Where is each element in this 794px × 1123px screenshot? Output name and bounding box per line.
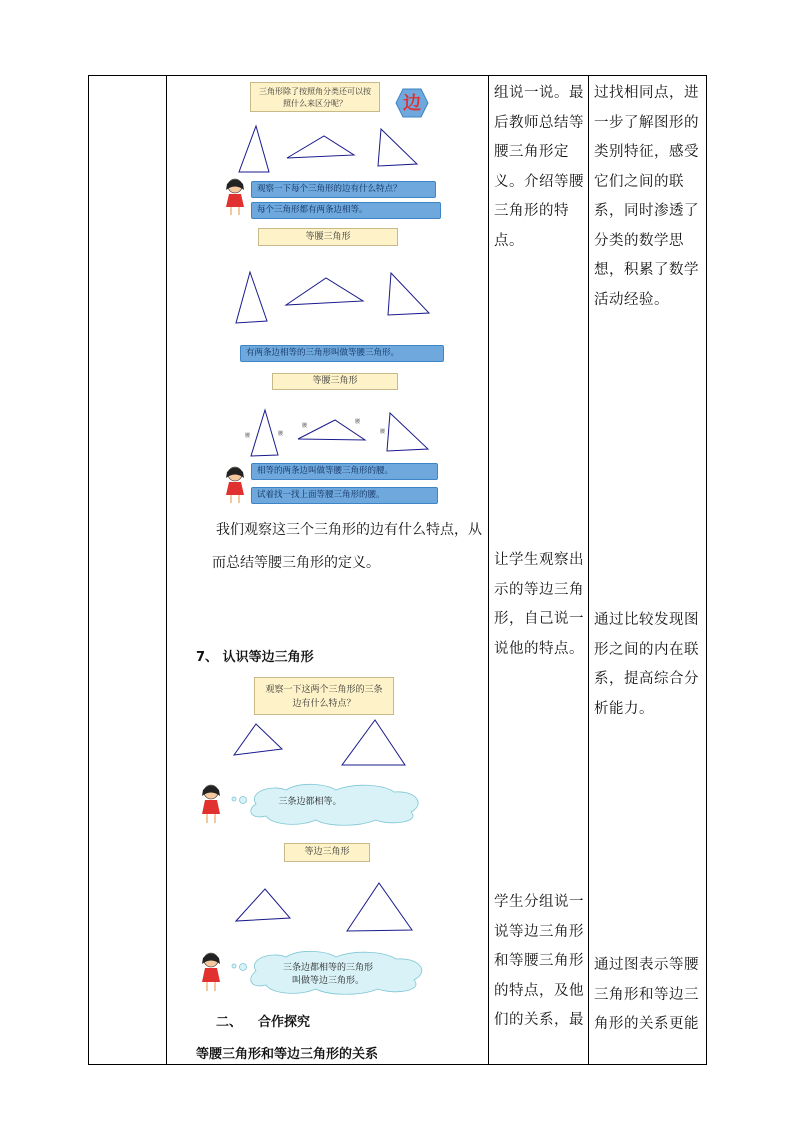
leg-label: 腰 xyxy=(302,423,308,429)
triangle-row-3 xyxy=(240,408,440,458)
table-border-left xyxy=(88,75,89,1065)
slide2-isosceles-label: 等腰三角形 xyxy=(272,373,398,390)
triangle-row-1 xyxy=(230,122,430,178)
slide1-question-box: 三角形除了按照角分类还可以按照什么来区分呢？ xyxy=(250,82,380,112)
slide1-isosceles-label: 等腰三角形 xyxy=(258,228,398,246)
section2-subheading: 等腰三角形和等边三角形的关系 xyxy=(196,1047,379,1062)
slide3-question-box: 观察一下这两个三角形的三条边有什么特点？ xyxy=(254,677,394,715)
table-divider-3 xyxy=(588,75,589,1065)
girl-character-icon xyxy=(198,951,224,993)
table-divider-2 xyxy=(488,75,489,1065)
section2-title: 合作探究 xyxy=(258,1015,311,1030)
triangle-row-4 xyxy=(230,718,420,770)
col3-paragraph-1: 组说一说。最后教师总结等腰三角形定义。介绍等腰三角形的特点。 xyxy=(494,85,584,249)
slide1-question-bar: 观察一下每个三角形的边有什么特点？ xyxy=(251,181,436,198)
leg-label: 腰 xyxy=(245,433,251,439)
triangle-row-2 xyxy=(230,268,430,326)
leg-label: 腰 xyxy=(380,429,386,435)
triangle-row-5 xyxy=(230,880,420,936)
table-border-top xyxy=(88,75,707,76)
cloud-text-2: 三条边都相等的三角形叫做等边三角形。 xyxy=(282,963,373,986)
section2-number: 二、 xyxy=(216,1015,243,1030)
table-border-bottom xyxy=(88,1064,707,1065)
equilateral-label: 等边三角形 xyxy=(284,843,370,862)
girl-character-icon xyxy=(222,465,248,505)
leg-label: 腰 xyxy=(278,431,284,437)
slide2-definition-bar: 有两条边相等的三角形叫做等腰三角形。 xyxy=(240,345,444,362)
col4-paragraph-2: 通过比较发现图形之间的内在联系，提高综合分析能力。 xyxy=(594,612,699,717)
slide2-find-bar: 试着找一找上面等腰三角形的腰。 xyxy=(251,487,438,504)
girl-character-icon xyxy=(198,783,224,825)
slide1-answer-bar: 每个三角形都有两条边相等。 xyxy=(251,202,441,219)
slide2-leg-bar: 相等的两条边叫做等腰三角形的腰。 xyxy=(251,463,438,480)
main-paragraph: 我们观察这三个三角形的边有什么特点，从而总结等腰三角形的定义。 xyxy=(212,522,482,571)
edge-badge-text: 边 xyxy=(403,93,421,114)
section7-heading: 7、 认识等边三角形 xyxy=(196,650,314,665)
col4-paragraph-1: 过找相同点，进一步了解图形的类别特征，感受它们之间的联系，同时渗透了分类的数学思想，积累了数学活动经验。 xyxy=(594,85,699,308)
col4-paragraph-3: 通过图表示等腰三角形和等边三角形的关系更能 xyxy=(594,957,699,1032)
table-divider-1 xyxy=(166,75,167,1065)
cloud-text-1: 三条边都相等。 xyxy=(278,797,342,807)
girl-character-icon xyxy=(222,177,248,217)
table-border-right xyxy=(706,75,707,1065)
col3-paragraph-3: 学生分组说一说等边三角形和等腰三角形的特点，及他们的关系，最 xyxy=(494,894,584,1028)
leg-label: 腰 xyxy=(355,419,361,425)
col3-paragraph-2: 让学生观察出示的等边三角形，自己说一说他的特点。 xyxy=(494,552,584,657)
